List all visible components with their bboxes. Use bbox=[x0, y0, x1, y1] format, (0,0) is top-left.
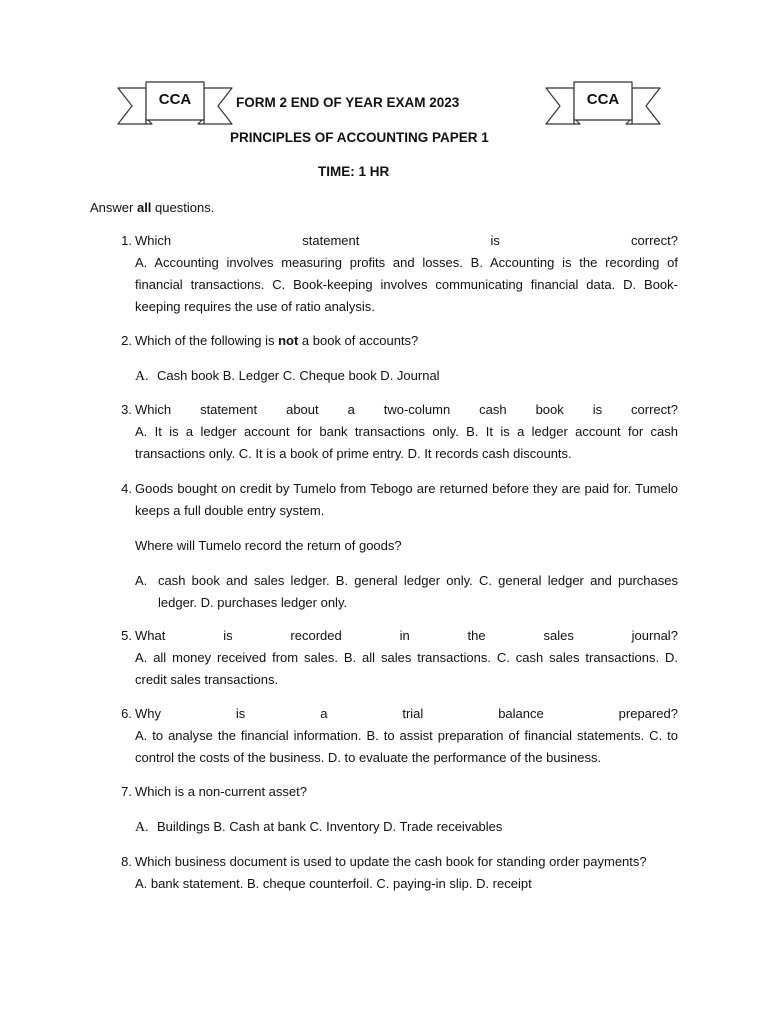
answer-options: A. Buildings B. Cash at bank C. Inventory D. Trade receivables bbox=[135, 816, 678, 839]
exam-duration: TIME: 1 HR bbox=[318, 164, 390, 179]
question-number: 7. bbox=[121, 784, 132, 799]
question-3 bbox=[110, 399, 678, 465]
question-6 bbox=[110, 703, 678, 769]
question-8 bbox=[110, 851, 678, 895]
question-text: Goods bought on credit by Tumelo from Tebogo are returned before they are paid for. Tumelo keeps a full double entry system. bbox=[135, 481, 678, 518]
question-text: Which business document is used to update the cash book for standing order payments? bbox=[135, 854, 647, 869]
question-text: Which statement about a two-column cash book is correct? bbox=[135, 402, 678, 417]
cca-banner-right bbox=[544, 80, 662, 132]
question-text: Which is a non-current asset? bbox=[135, 784, 307, 799]
answer-options: A. to analyse the financial information. B. to assist preparation of financial statements. C. to control the costs of the business. D. to evaluate the performance of the business. bbox=[135, 728, 678, 765]
question-number: 8. bbox=[121, 854, 132, 869]
question-1 bbox=[110, 230, 678, 318]
question-number: 6. bbox=[121, 706, 132, 721]
exam-title: FORM 2 END OF YEAR EXAM 2023 bbox=[236, 95, 460, 110]
question-text: What is recorded in the sales journal? bbox=[135, 628, 678, 643]
question-text: Which of the following is not a book of accounts? bbox=[135, 333, 419, 348]
instructions: Answer all questions. bbox=[90, 200, 215, 215]
option-letter: A. bbox=[135, 369, 149, 384]
option-letter: A. bbox=[135, 573, 148, 588]
answer-options: A. Cash book B. Ledger C. Cheque book D. Journal bbox=[135, 365, 678, 388]
question-number: 3. bbox=[121, 402, 132, 417]
question-number: 2. bbox=[121, 333, 132, 348]
question-2 bbox=[110, 330, 678, 388]
answer-options: A. It is a ledger account for bank transactions only. B. It is a ledger account for cash transactions only. C. It is a book of prime entry. D. It records cash discounts. bbox=[135, 424, 678, 461]
option-letter: A. bbox=[135, 820, 149, 835]
question-5 bbox=[110, 625, 678, 691]
question-4 bbox=[110, 478, 678, 614]
cca-badge-right-text: CCA bbox=[586, 91, 620, 108]
cca-badge-left-text: CCA bbox=[158, 91, 192, 108]
answer-options: A. bank statement. B. cheque counterfoil. C. paying-in slip. D. receipt bbox=[135, 876, 532, 891]
question-7 bbox=[110, 781, 678, 839]
cca-banner-left bbox=[116, 80, 234, 132]
answer-options: A. Accounting involves measuring profits and losses. B. Accounting is the recording of financial transactions. C. Book-keeping involves communicating financial data. D. Book-keeping requires the use of ratio analysis. bbox=[135, 255, 678, 314]
question-prompt: Where will Tumelo record the return of goods? bbox=[135, 538, 402, 553]
question-number: 4. bbox=[121, 481, 132, 496]
paper-title: PRINCIPLES OF ACCOUNTING PAPER 1 bbox=[230, 130, 489, 145]
question-number: 1. bbox=[121, 233, 132, 248]
answer-options: A. cash book and sales ledger. B. general ledger only. C. general ledger and purchases ledger. D. purchases ledger only. bbox=[135, 570, 678, 614]
question-text: Why is a trial balance prepared? bbox=[135, 706, 678, 721]
question-text: Which statement is correct? bbox=[135, 233, 678, 248]
question-number: 5. bbox=[121, 628, 132, 643]
answer-options: A. all money received from sales. B. all sales transactions. C. cash sales transactions. D. credit sales transactions. bbox=[135, 650, 678, 687]
